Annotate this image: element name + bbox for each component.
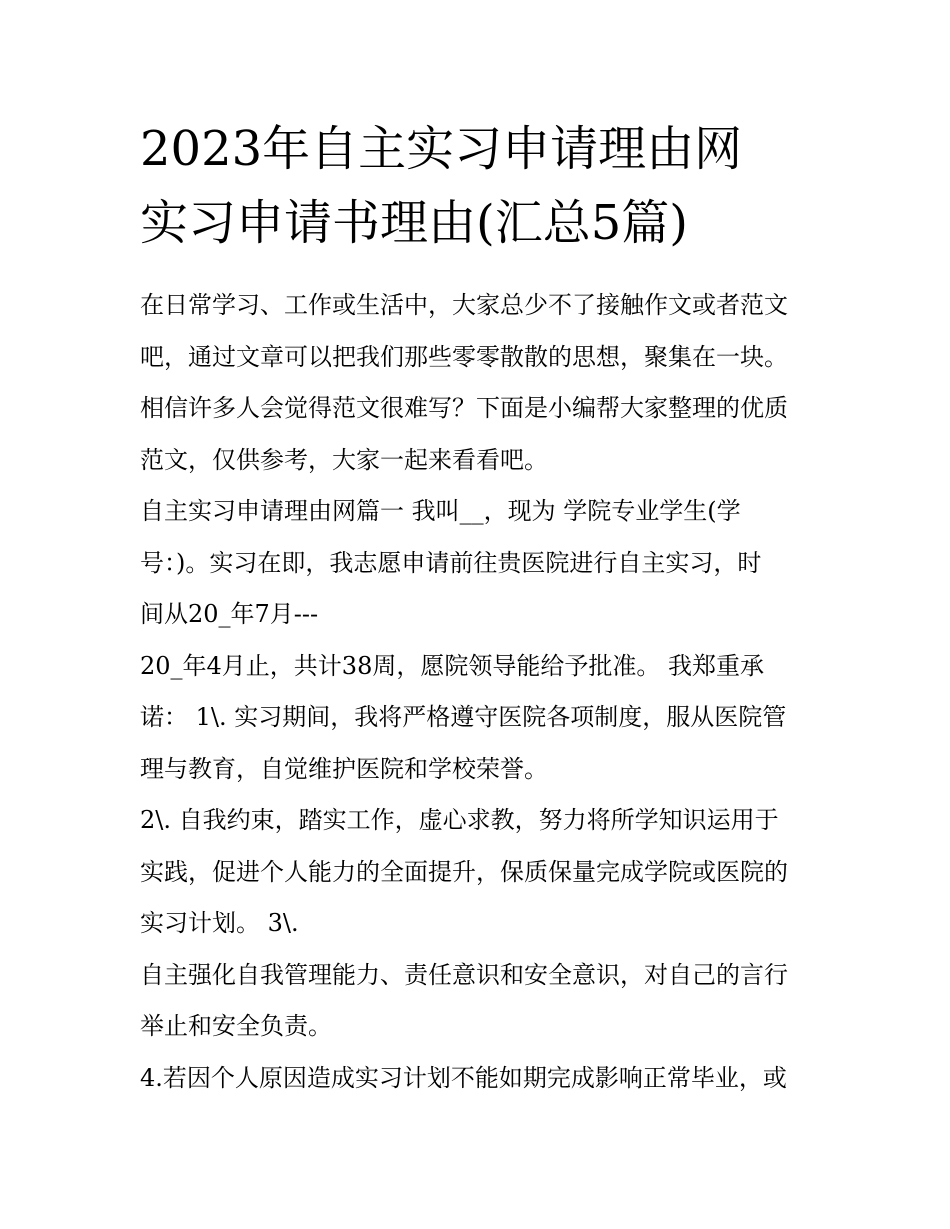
- body-line: 间从20_年7月---: [140, 600, 319, 628]
- document-body: [140, 280, 820, 1104]
- title-line: 2023年自主实习申请理由网: [140, 121, 743, 177]
- document-title: [140, 112, 840, 260]
- body-line: 在日常学习、工作或生活中，大家总少不了接触作文或者范文: [140, 291, 788, 319]
- body-line: 实习计划。 3\.: [140, 909, 299, 937]
- body-line: 吧，通过文章可以把我们那些零零散散的思想，聚集在一块。: [140, 342, 788, 371]
- body-line: 号：)。实习在即，我志愿申请前往贵医院进行自主实习，时: [140, 548, 762, 577]
- body-line: 相信许多人会觉得范文很难写？下面是小编帮大家整理的优质: [140, 394, 788, 422]
- body-line: 范文，仅供参考，大家一起来看看吧。: [140, 445, 548, 474]
- body-line: 20_年4月止，共计38周，愿院领导能给予批准。 我郑重承: [140, 651, 764, 680]
- body-line: 4.若因个人原因造成实习计划不能如期完成影响正常毕业，或: [140, 1063, 787, 1092]
- body-line: 举止和安全负责。: [140, 1012, 332, 1040]
- body-line: 自主实习申请理由网篇一 我叫__，现为 学院专业学生(学: [140, 497, 741, 525]
- body-line: 诺： 1\. 实习期间，我将严格遵守医院各项制度，服从医院管: [140, 703, 787, 731]
- body-line: 实践，促进个人能力的全面提升，保质保量完成学院或医院的: [140, 857, 788, 886]
- body-line: 2\. 自我约束，踏实工作，虚心求教，努力将所学知识运用于: [140, 806, 779, 834]
- title-line: 实习申请书理由(汇总5篇): [140, 195, 688, 251]
- body-line: 自主强化自我管理能力、责任意识和安全意识，对自己的言行: [140, 960, 788, 989]
- body-line: 理与教育，自觉维护医院和学校荣誉。: [140, 754, 548, 783]
